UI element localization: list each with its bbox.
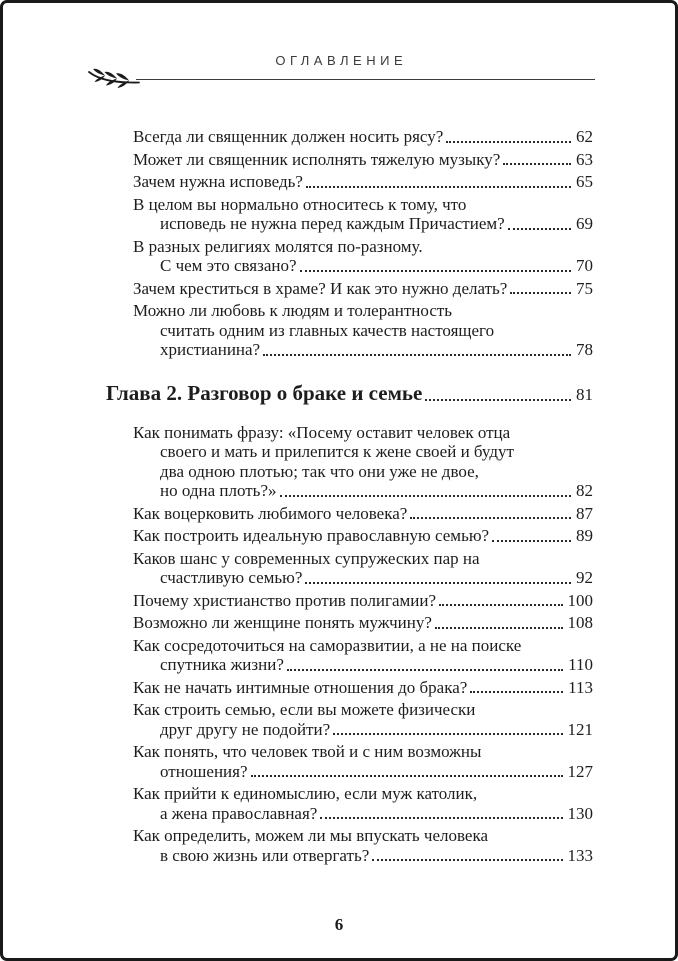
- toc-entry-text: Зачем креститься в храме? И как это нужно делать?: [133, 278, 508, 298]
- page-number: 130: [567, 803, 593, 823]
- header-rule: [136, 79, 595, 80]
- toc-entry-text: Как построить идеальную православную семью?: [133, 526, 490, 545]
- dot-leader: [503, 163, 571, 165]
- dot-leader: [492, 540, 571, 542]
- page-number: 108: [567, 613, 593, 632]
- chapter-title: Глава 2. Разговор о браке и семье: [106, 380, 423, 405]
- toc-entry-line: Как строить семью, если вы можете физически: [133, 700, 476, 719]
- toc-entry: [106, 678, 593, 698]
- toc-entry-line: Как понимать фразу: «Посему оставит человек отца: [133, 422, 511, 442]
- table-of-contents: [106, 127, 593, 868]
- toc-entry: [106, 636, 593, 675]
- dot-leader: [510, 292, 571, 294]
- toc-entry-line: Каков шанс у современных супружеских пар на: [133, 548, 480, 568]
- toc-entry-line: [133, 504, 593, 524]
- dot-leader: [251, 775, 563, 777]
- branch-twig-icon: [88, 65, 140, 100]
- toc-entry-line: [133, 127, 593, 147]
- toc-entry: [106, 237, 593, 276]
- page-number: 69: [576, 214, 593, 233]
- toc-section-1: [106, 127, 593, 360]
- dot-leader: [508, 228, 571, 230]
- toc-entry: [106, 613, 593, 633]
- toc-entry-line: [133, 526, 593, 546]
- toc-entry-text: Почему христианство против полигамии?: [133, 590, 437, 610]
- toc-entry-line: [133, 846, 593, 866]
- toc-entry-text: исповедь не нужна перед каждым Причастием?: [160, 214, 505, 233]
- toc-entry: [106, 172, 593, 192]
- page-number: 89: [576, 526, 593, 545]
- toc-entry-text: друг другу не подойти?: [160, 719, 331, 739]
- dot-leader: [263, 354, 571, 356]
- page-number: 63: [576, 149, 593, 169]
- page-number: 127: [567, 761, 593, 781]
- dot-leader: [446, 141, 571, 143]
- toc-entry: [106, 423, 593, 501]
- toc-entry-text: счастливую семью?: [160, 568, 303, 587]
- page-number: 70: [576, 256, 593, 275]
- page-number: 100: [567, 590, 593, 610]
- toc-entry: [106, 700, 593, 739]
- dot-leader: [470, 691, 563, 693]
- toc-entry: [106, 549, 593, 588]
- dot-leader: [410, 517, 571, 519]
- toc-entry-line: Как определить, можем ли мы впускать человека: [133, 826, 489, 845]
- toc-entry-line: [133, 591, 593, 611]
- chapter-heading-row: [106, 381, 593, 406]
- toc-entry: [106, 301, 593, 360]
- toc-entry-text: христианина?: [160, 340, 261, 359]
- toc-entry-line: Как понять, что человек твой и с ним возможны: [133, 742, 482, 761]
- toc-entry-text: отношения?: [160, 761, 248, 781]
- toc-entry: [106, 504, 593, 524]
- toc-entry-line: [133, 655, 593, 675]
- toc-entry-line: своего и мать и прилепится к жене своей и будут: [160, 442, 514, 461]
- dot-leader: [333, 733, 562, 735]
- toc-entry: [106, 279, 593, 299]
- toc-entry-text: но одна плоть?»: [160, 481, 277, 500]
- toc-entry-text: Как не начать интимные отношения до брака?: [133, 677, 468, 697]
- toc-section-2: [106, 423, 593, 866]
- toc-entry: [106, 526, 593, 546]
- toc-entry-line: считать одним из главных качеств настоящего: [160, 320, 495, 340]
- page-number: 121: [567, 719, 593, 739]
- toc-entry-line: [133, 481, 593, 501]
- page-number: 78: [576, 340, 593, 359]
- toc-entry-text: спутника жизни?: [160, 655, 284, 674]
- page-title: ОГЛАВЛЕНИЕ: [275, 53, 408, 68]
- dot-leader: [320, 817, 562, 819]
- toc-entry: [106, 784, 593, 823]
- page-number: 110: [568, 655, 593, 674]
- dot-leader: [439, 604, 562, 606]
- toc-entry-line: [133, 256, 593, 276]
- dot-leader: [306, 186, 571, 188]
- page-number: 92: [576, 568, 593, 587]
- dot-leader: [372, 859, 562, 861]
- page-number: 82: [576, 481, 593, 500]
- toc-entry-text: Как воцерковить любимого человека?: [133, 503, 408, 523]
- page-number: 62: [576, 127, 593, 146]
- toc-entry: [106, 195, 593, 234]
- toc-entry-line: [133, 172, 593, 192]
- toc-entry-line: [133, 568, 593, 588]
- toc-entry-line: [133, 804, 593, 824]
- toc-entry-line: [133, 150, 593, 170]
- page-number: 113: [568, 677, 593, 697]
- toc-entry-text: в свою жизнь или отвергать?: [160, 845, 370, 865]
- dot-leader: [425, 399, 571, 401]
- dot-leader: [287, 669, 563, 671]
- toc-entry-line: два одною плотью; так что они уже не двое,: [160, 461, 479, 481]
- toc-entry-line: [133, 214, 593, 234]
- toc-entry: [106, 150, 593, 170]
- dot-leader: [305, 582, 571, 584]
- dot-leader: [300, 270, 571, 272]
- page-header: [3, 53, 675, 103]
- toc-entry-text: Может ли священник исполнять тяжелую музыку?: [133, 149, 501, 169]
- toc-entry-line: [133, 720, 593, 740]
- toc-entry-line: [133, 279, 593, 299]
- toc-entry-text: Зачем нужна исповедь?: [133, 172, 303, 191]
- page-number: 65: [576, 172, 593, 191]
- toc-entry-text: а жена православная?: [160, 803, 318, 823]
- toc-entry-line: Как сосредоточиться на саморазвитии, а не на поиске: [133, 635, 522, 655]
- chapter-page-number: 81: [576, 385, 593, 404]
- toc-entry-line: Можно ли любовь к людям и толерантность: [133, 301, 453, 320]
- toc-entry-line: Как прийти к единомыслию, если муж католик,: [133, 784, 478, 803]
- toc-entry: [106, 742, 593, 781]
- toc-entry-text: Возможно ли женщине понять мужчину?: [133, 613, 432, 632]
- page-number: 87: [576, 503, 593, 523]
- dot-leader: [435, 627, 563, 629]
- toc-entry-text: Всегда ли священник должен носить рясу?: [133, 127, 444, 146]
- page-number: 75: [576, 278, 593, 298]
- toc-entry-line: В разных религиях молятся по-разному.: [133, 236, 423, 256]
- toc-entry: [106, 591, 593, 611]
- page-folio: 6: [334, 915, 344, 934]
- toc-entry-line: [133, 613, 593, 633]
- page-number: 133: [567, 845, 593, 865]
- toc-entry-line: [133, 678, 593, 698]
- toc-entry-line: [133, 762, 593, 782]
- toc-entry-text: С чем это связано?: [160, 256, 297, 275]
- toc-entry-line: В целом вы нормально относитесь к тому, что: [133, 194, 467, 214]
- toc-entry: [106, 127, 593, 147]
- dot-leader: [280, 495, 572, 497]
- toc-entry-line: [133, 340, 593, 360]
- toc-entry: [106, 826, 593, 865]
